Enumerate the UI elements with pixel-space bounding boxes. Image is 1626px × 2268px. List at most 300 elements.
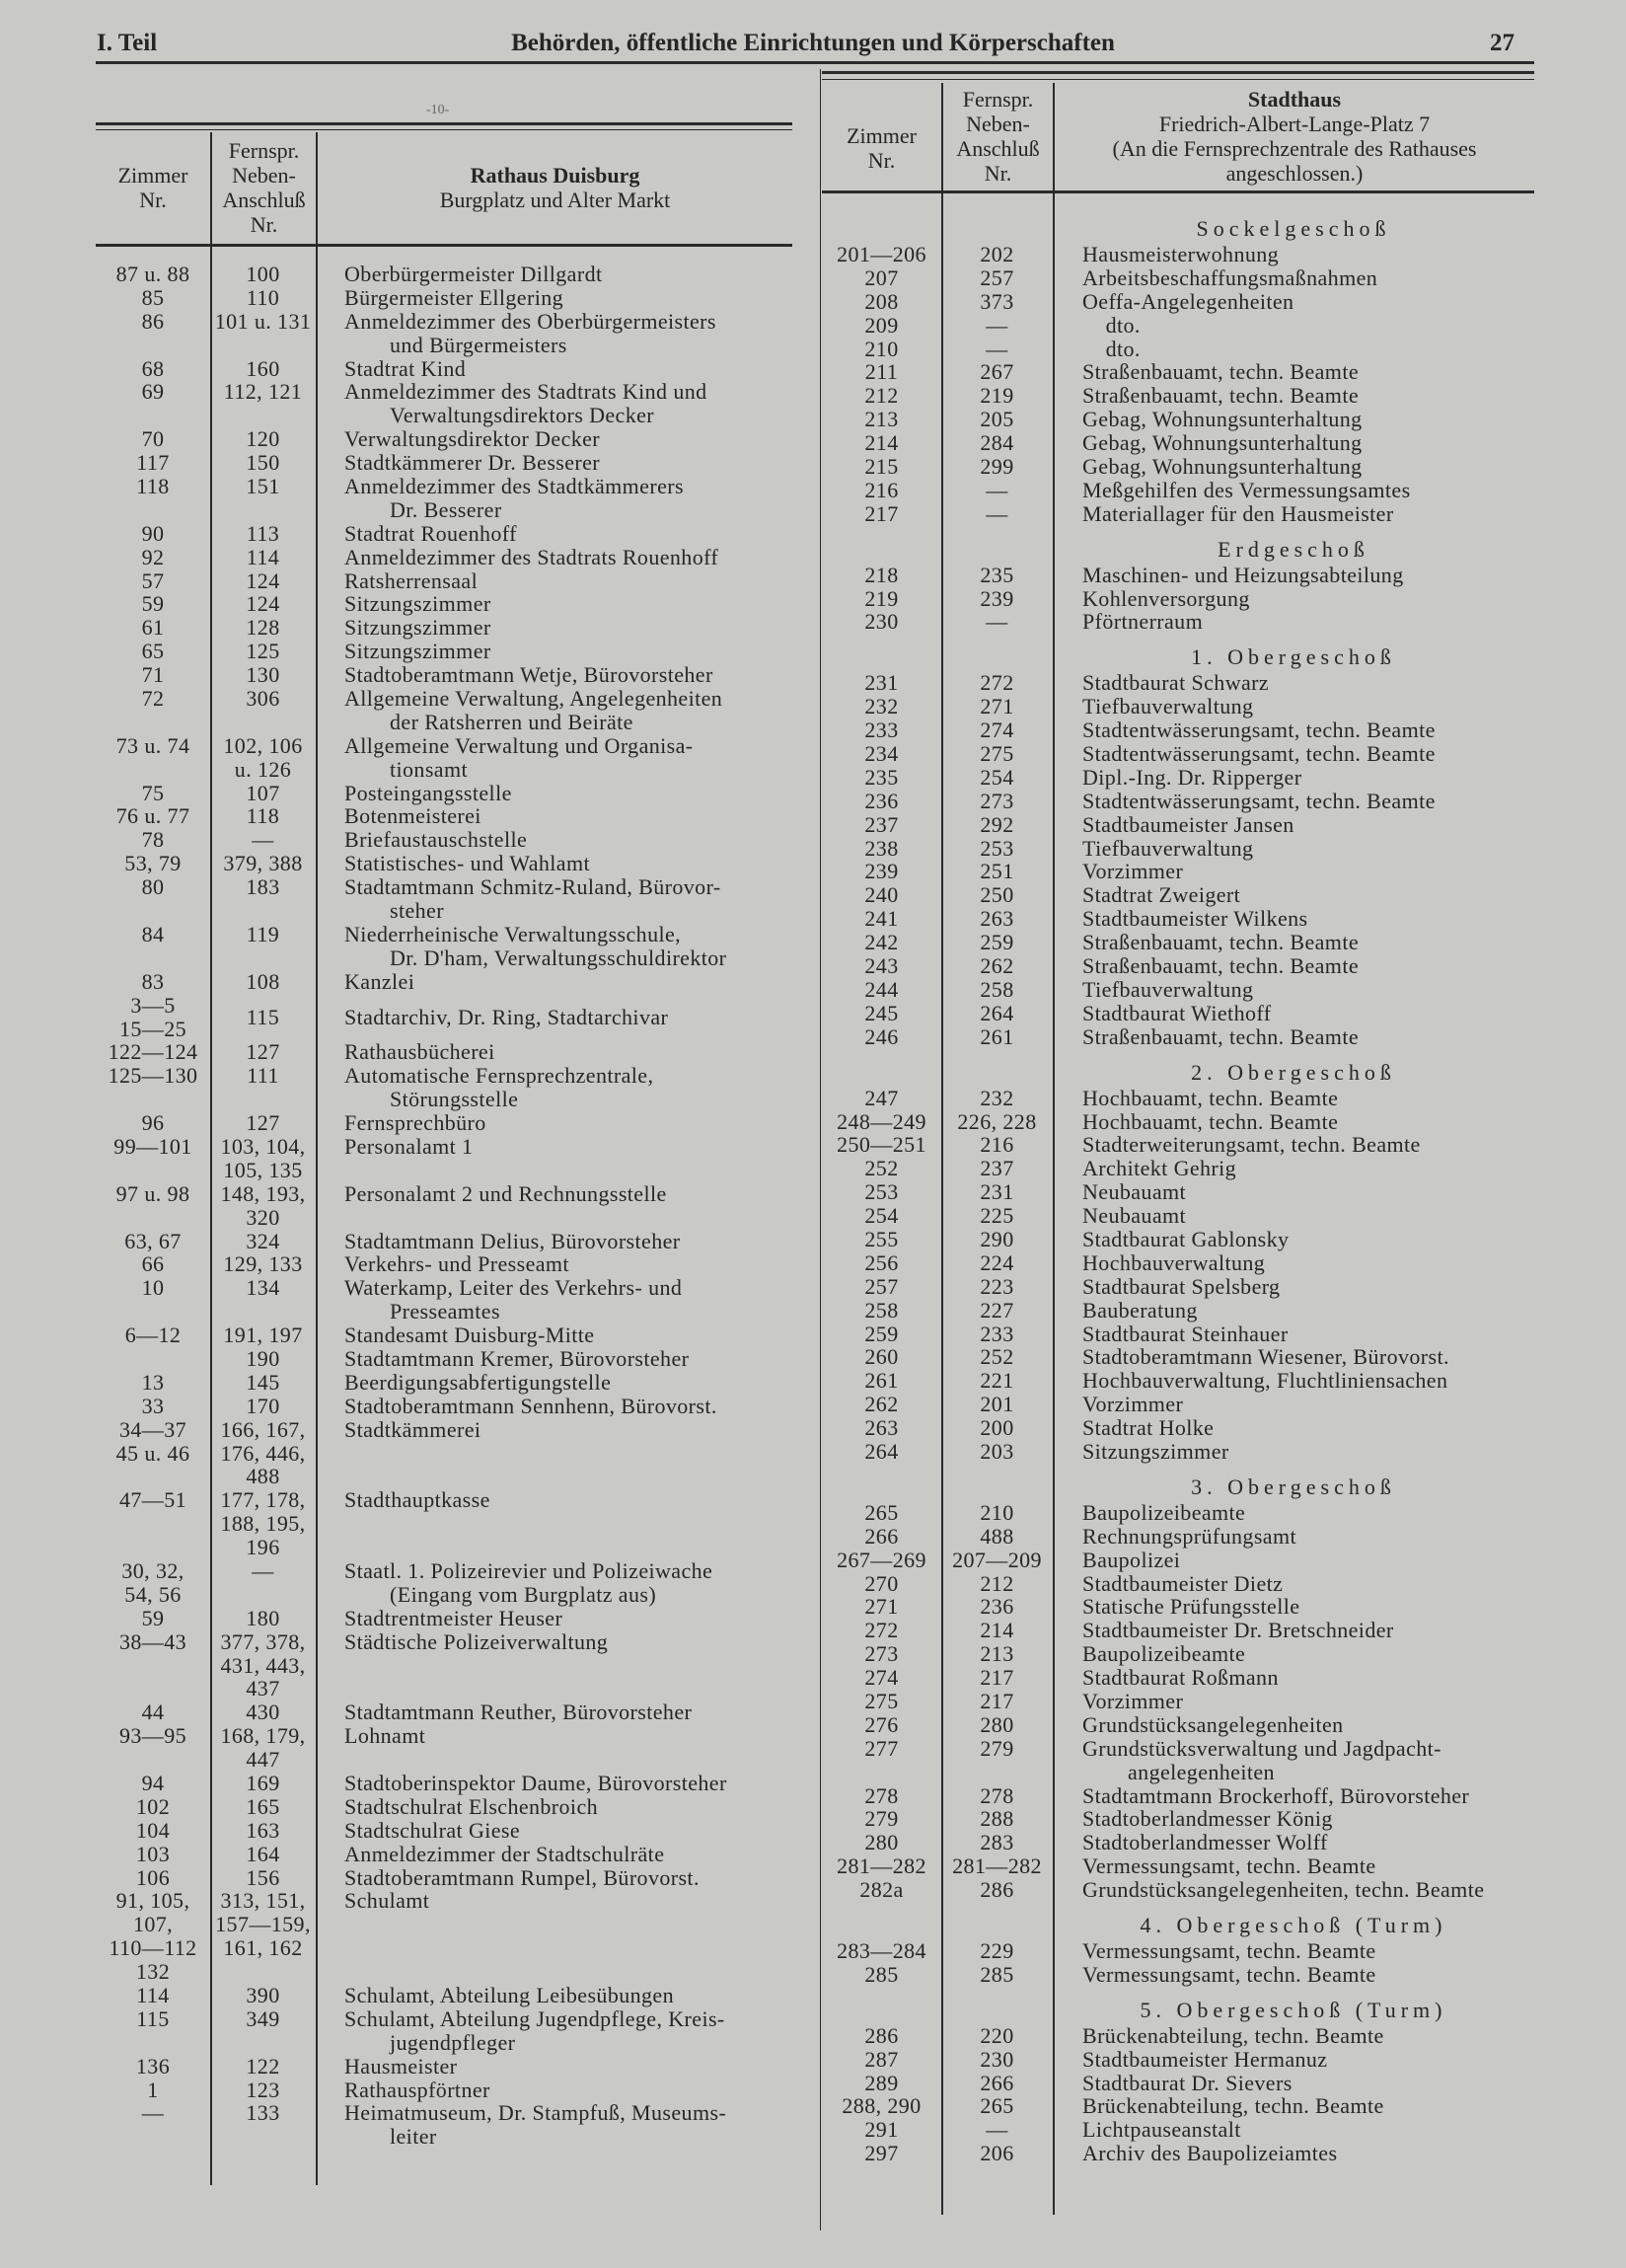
office-cell bbox=[316, 1371, 792, 1395]
office-cell bbox=[316, 1795, 792, 1819]
table-row bbox=[822, 1157, 1534, 1180]
floor-section bbox=[822, 1087, 1534, 1464]
room-number: — bbox=[141, 2100, 165, 2126]
office-cell bbox=[316, 1230, 792, 1253]
office-cell bbox=[316, 1772, 792, 1795]
extension-number: 265 bbox=[980, 2093, 1014, 2119]
office-text: Oberbürgermeister Dillgardt bbox=[344, 262, 603, 286]
office-cell bbox=[316, 427, 792, 451]
office-cell bbox=[1053, 1299, 1534, 1323]
extension-cell bbox=[941, 1619, 1053, 1642]
office-text: Stadtbaurat Schwarz bbox=[1082, 670, 1270, 696]
room-number: 215 bbox=[864, 454, 899, 480]
office-cell bbox=[316, 1040, 792, 1064]
office-cell bbox=[1053, 408, 1534, 431]
extension-cell bbox=[210, 1418, 316, 1442]
table-row bbox=[96, 451, 792, 475]
table-row bbox=[96, 734, 792, 782]
extension-number: 261 bbox=[980, 1023, 1014, 1049]
extension-number: 219 bbox=[980, 383, 1014, 409]
room-number-cell bbox=[96, 1230, 210, 1253]
office-cell bbox=[1053, 1501, 1534, 1525]
extension-number: 217 bbox=[980, 1688, 1014, 1713]
table-row bbox=[822, 1087, 1534, 1110]
table-row bbox=[96, 357, 792, 381]
room-number-cell bbox=[96, 663, 210, 687]
room-number: 1 bbox=[147, 2077, 159, 2102]
table-row bbox=[822, 1345, 1534, 1369]
room-number-cell bbox=[96, 2007, 210, 2031]
table-row bbox=[96, 782, 792, 805]
right-table-subtitle: Friedrich-Albert-Lange-Platz 7 bbox=[1158, 112, 1431, 136]
extension-number: 264 bbox=[980, 1000, 1014, 1025]
office-text: Anmeldezimmer des Stadtrats Kind und bbox=[344, 379, 707, 405]
room-number: 263 bbox=[864, 1415, 899, 1441]
extension-number: 115 bbox=[246, 1004, 280, 1029]
table-row bbox=[96, 522, 792, 546]
table-row bbox=[96, 1135, 792, 1182]
office-text: Stadtbaurat Wiethoff bbox=[1082, 1000, 1272, 1025]
extension-cell bbox=[941, 1002, 1053, 1025]
room-number-cell bbox=[96, 1819, 210, 1843]
extension-cell bbox=[210, 828, 316, 852]
extension-cell bbox=[941, 1180, 1053, 1204]
office-text: Grundstücksangelegenheiten, techn. Beamte bbox=[1082, 1877, 1485, 1903]
right-table-top-rule bbox=[822, 71, 1534, 74]
header-line: Fernspr. bbox=[228, 138, 300, 163]
table-row bbox=[822, 1572, 1534, 1596]
office-text: Statistisches- und Wahlamt bbox=[344, 851, 590, 876]
office-text: Personalamt 2 und Rechnungsstelle bbox=[344, 1180, 667, 1206]
table-row bbox=[822, 502, 1534, 526]
extension-cell bbox=[941, 1323, 1053, 1346]
table-row bbox=[96, 1889, 792, 1984]
extension-cell bbox=[210, 1559, 316, 1583]
extension-cell bbox=[210, 1276, 316, 1300]
office-cell bbox=[1053, 1878, 1534, 1902]
office-text: Neubauamt bbox=[1082, 1179, 1187, 1205]
extension-cell bbox=[941, 860, 1053, 883]
room-number: 63, 67 bbox=[124, 1228, 182, 1253]
office-cell bbox=[316, 1347, 792, 1371]
table-row bbox=[96, 1559, 792, 1607]
office-text: Stadtrat Zweigert bbox=[1082, 882, 1241, 908]
floor-heading: Sockelgeschoß bbox=[1196, 216, 1391, 241]
office-text: Störungsstelle bbox=[390, 1087, 519, 1112]
right-table-note: angeschlossen.) bbox=[1225, 161, 1364, 186]
office-text: Tiefbauverwaltung bbox=[1082, 976, 1254, 1002]
extension-cell bbox=[210, 451, 316, 475]
table-row bbox=[822, 718, 1534, 742]
extension-number: 206 bbox=[980, 2141, 1014, 2166]
table-row bbox=[822, 1878, 1534, 1902]
extension-cell bbox=[210, 427, 316, 451]
office-text: Gebag, Wohnungsunterhaltung bbox=[1082, 430, 1363, 456]
table-row bbox=[96, 804, 792, 828]
room-number: 73 u. 74 bbox=[115, 732, 190, 758]
room-number: 10 bbox=[141, 1275, 165, 1301]
office-cell bbox=[1053, 931, 1534, 954]
office-text: Baupolizei bbox=[1082, 1547, 1181, 1572]
header-line: Nr. bbox=[867, 148, 896, 173]
office-text: Kohlenversorgung bbox=[1082, 585, 1250, 611]
right-table-body bbox=[822, 205, 1534, 2165]
right-table-note: (An die Fernsprechzentrale des Rathauses bbox=[1112, 136, 1477, 161]
office-cell bbox=[1053, 813, 1534, 837]
office-cell bbox=[1053, 907, 1534, 931]
table-row bbox=[96, 1182, 792, 1230]
table-row bbox=[96, 1488, 792, 1559]
extension-cell bbox=[210, 1866, 316, 1890]
extension-cell bbox=[210, 804, 316, 828]
extension-number: 267 bbox=[980, 359, 1014, 385]
office-text: Schulamt bbox=[344, 1888, 430, 1914]
table-row bbox=[822, 1025, 1534, 1049]
left-table-header-rule bbox=[96, 244, 792, 247]
office-text: Verwaltungsdirektor Decker bbox=[344, 426, 601, 452]
extension-cell bbox=[210, 687, 316, 711]
room-number: 241 bbox=[864, 906, 899, 932]
table-row bbox=[822, 954, 1534, 978]
extension-number: 101 u. 131 bbox=[214, 308, 312, 334]
left-table-top-rule bbox=[96, 122, 792, 125]
extension-number: 288 bbox=[980, 1806, 1014, 1832]
extension-cell bbox=[941, 790, 1053, 813]
office-cell bbox=[1053, 1002, 1534, 1025]
office-cell bbox=[1053, 1807, 1534, 1831]
extension-cell bbox=[941, 1369, 1053, 1393]
extension-cell bbox=[941, 907, 1053, 931]
office-text: Straßenbauamt, techn. Beamte bbox=[1082, 1023, 1359, 1049]
office-cell bbox=[1053, 1393, 1534, 1416]
table-row bbox=[822, 1666, 1534, 1690]
office-cell bbox=[316, 1276, 792, 1323]
room-number: 278 bbox=[864, 1782, 899, 1808]
extension-cell bbox=[941, 1299, 1053, 1323]
extension-number: 150 bbox=[246, 450, 280, 476]
room-number-cell bbox=[96, 357, 210, 381]
table-row bbox=[822, 587, 1534, 611]
extension-number: 292 bbox=[980, 811, 1014, 837]
extension-cell bbox=[210, 1347, 316, 1371]
extension-number: 165 bbox=[246, 1793, 280, 1819]
office-text: Stadthauptkasse bbox=[344, 1487, 490, 1513]
office-text: Verwaltungsdirektors Decker bbox=[390, 403, 654, 428]
extension-number: 108 bbox=[246, 968, 280, 994]
room-number: 264 bbox=[864, 1438, 899, 1464]
room-number-cell bbox=[822, 1002, 941, 1025]
extension-number: 157—159, bbox=[215, 1912, 311, 1937]
table-row bbox=[822, 883, 1534, 907]
office-text: Stadtbaurat Dr. Sievers bbox=[1082, 2070, 1293, 2095]
extension-number: 280 bbox=[980, 1711, 1014, 1737]
room-number: 232 bbox=[864, 694, 899, 719]
room-number-cell bbox=[822, 2072, 941, 2095]
extension-cell bbox=[941, 1854, 1053, 1878]
office-text: Stadtkämmerei bbox=[344, 1416, 481, 1442]
room-number-cell bbox=[96, 970, 210, 994]
header-rule bbox=[96, 61, 1534, 64]
table-row bbox=[96, 475, 792, 522]
room-number: 297 bbox=[864, 2141, 899, 2166]
room-number: 216 bbox=[864, 477, 899, 502]
room-number: 233 bbox=[864, 718, 899, 743]
room-number: 285 bbox=[864, 1961, 899, 1987]
table-row bbox=[96, 640, 792, 663]
extension-cell bbox=[941, 1275, 1053, 1299]
room-number-cell bbox=[822, 338, 941, 361]
room-number: 270 bbox=[864, 1570, 899, 1596]
extension-number: 250 bbox=[980, 882, 1014, 908]
table-row bbox=[96, 687, 792, 734]
office-text: Hochbauamt, techn. Beamte bbox=[1082, 1108, 1339, 1134]
room-number: 245 bbox=[864, 1000, 899, 1025]
room-number: 231 bbox=[864, 670, 899, 696]
extension-number: 226, 228 bbox=[957, 1108, 1037, 1134]
extension-cell bbox=[941, 2048, 1053, 2072]
room-number: 44 bbox=[141, 1700, 165, 1725]
office-cell bbox=[316, 1006, 792, 1029]
table-row bbox=[96, 1442, 792, 1489]
room-number-cell bbox=[822, 1831, 941, 1854]
room-number-cell bbox=[822, 695, 941, 718]
room-number-cell bbox=[822, 1549, 941, 1572]
extension-number: — bbox=[986, 2117, 1008, 2143]
office-text: Stadtamtmann Brockerhoff, Bürovorsteher bbox=[1082, 1782, 1470, 1808]
office-text: Straßenbauamt, techn. Beamte bbox=[1082, 953, 1359, 979]
office-text: Stadtoberamtmann Wetje, Bürovorsteher bbox=[344, 662, 713, 688]
table-row bbox=[822, 671, 1534, 695]
office-text: Lohnamt bbox=[344, 1723, 426, 1749]
room-number: 117 bbox=[136, 450, 170, 476]
extension-cell bbox=[941, 408, 1053, 431]
office-cell bbox=[1053, 564, 1534, 587]
header-line: Neben- bbox=[232, 163, 296, 188]
extension-cell bbox=[210, 1006, 316, 1029]
office-text: tionsamt bbox=[390, 756, 468, 782]
office-cell bbox=[1053, 1345, 1534, 1369]
extension-cell bbox=[941, 610, 1053, 634]
table-row bbox=[96, 286, 792, 310]
table-row bbox=[822, 1204, 1534, 1228]
room-number-cell bbox=[822, 1525, 941, 1549]
extension-number: 102, 106 bbox=[223, 732, 303, 758]
room-number: 209 bbox=[864, 312, 899, 338]
room-number-cell bbox=[822, 1228, 941, 1251]
extension-cell bbox=[210, 1064, 316, 1088]
office-cell bbox=[1053, 1690, 1534, 1713]
office-text: Anmeldezimmer des Stadtrats Rouenhoff bbox=[344, 544, 719, 569]
room-number: 93—95 bbox=[119, 1723, 186, 1749]
office-cell bbox=[316, 2007, 792, 2055]
office-cell bbox=[316, 1182, 792, 1206]
table-row bbox=[822, 1595, 1534, 1619]
table-row bbox=[822, 431, 1534, 455]
office-cell bbox=[1053, 1854, 1534, 1878]
extension-number: 229 bbox=[980, 1938, 1014, 1963]
table-row bbox=[96, 616, 792, 640]
office-text: Waterkamp, Leiter des Verkehrs- und bbox=[344, 1275, 683, 1301]
extension-number: 447 bbox=[246, 1747, 280, 1773]
office-text: Stadtrat Kind bbox=[344, 355, 467, 381]
room-number: 257 bbox=[864, 1273, 899, 1299]
table-row bbox=[822, 338, 1534, 361]
header-line: Fernspr. bbox=[962, 87, 1034, 112]
room-number: 86 bbox=[141, 308, 165, 334]
extension-cell bbox=[210, 380, 316, 404]
room-number: 103 bbox=[135, 1841, 171, 1866]
extension-cell bbox=[941, 266, 1053, 290]
room-number: 80 bbox=[141, 874, 165, 900]
office-text: Oeffa-Angelegenheiten bbox=[1082, 288, 1294, 314]
office-cell bbox=[316, 1819, 792, 1843]
room-number-cell bbox=[822, 1619, 941, 1642]
room-number-cell bbox=[822, 2048, 941, 2072]
office-text: Anmeldezimmer des Oberbürgermeisters bbox=[344, 308, 716, 334]
room-number-cell bbox=[822, 1323, 941, 1346]
table-row bbox=[96, 1230, 792, 1253]
room-number: 92 bbox=[141, 544, 165, 569]
room-number bbox=[96, 1347, 210, 1371]
table-row bbox=[822, 1002, 1534, 1025]
extension-number: 183 bbox=[246, 874, 280, 900]
room-number-cell bbox=[822, 1345, 941, 1369]
office-cell bbox=[316, 1984, 792, 2007]
office-cell bbox=[1053, 1110, 1534, 1134]
office-cell bbox=[1053, 1784, 1534, 1808]
room-number-cell bbox=[822, 883, 941, 907]
office-cell bbox=[1053, 790, 1534, 813]
room-number: 265 bbox=[864, 1499, 899, 1525]
office-cell bbox=[1053, 2048, 1534, 2072]
room-number: 237 bbox=[864, 811, 899, 837]
office-text: Gebag, Wohnungsunterhaltung bbox=[1082, 454, 1363, 480]
office-text: Stadtbaumeister Jansen bbox=[1082, 811, 1294, 837]
office-text: Stadtkämmerer Dr. Besserer bbox=[344, 450, 601, 476]
extension-cell bbox=[941, 455, 1053, 479]
floor-heading: 4. Obergeschoß (Turm) bbox=[1140, 1913, 1447, 1937]
extension-number: 230 bbox=[980, 2046, 1014, 2072]
office-text: Neubauamt bbox=[1082, 1203, 1187, 1229]
extension-number: 169 bbox=[246, 1771, 280, 1795]
room-number-cell bbox=[96, 804, 210, 828]
extension-cell bbox=[210, 1395, 316, 1418]
left-col-ext-header bbox=[212, 138, 316, 237]
office-cell bbox=[1053, 1087, 1534, 1110]
room-number: 287 bbox=[864, 2046, 899, 2072]
table-row bbox=[96, 1819, 792, 1843]
office-cell bbox=[1053, 610, 1534, 634]
right-col-ext-header bbox=[943, 87, 1053, 186]
header-line: Nr. bbox=[139, 188, 167, 212]
extension-cell bbox=[941, 431, 1053, 455]
office-text: Straßenbauamt, techn. Beamte bbox=[1082, 383, 1359, 409]
extension-number: — bbox=[986, 312, 1008, 338]
office-cell bbox=[1053, 1737, 1534, 1784]
room-number: 76 u. 77 bbox=[115, 803, 190, 829]
room-number-cell bbox=[96, 1135, 210, 1159]
office-text: Posteingangsstelle bbox=[344, 780, 512, 805]
office-cell bbox=[316, 616, 792, 640]
extension-number: 235 bbox=[980, 562, 1014, 587]
extension-number: u. 126 bbox=[234, 756, 292, 782]
table-row bbox=[822, 1501, 1534, 1525]
room-number-cell bbox=[96, 451, 210, 475]
extension-number: 259 bbox=[980, 930, 1014, 955]
extension-number: 212 bbox=[980, 1570, 1014, 1596]
extension-cell bbox=[941, 1807, 1053, 1831]
room-number-cell bbox=[822, 1251, 941, 1275]
table-row bbox=[822, 1251, 1534, 1275]
extension-cell bbox=[210, 734, 316, 782]
room-number-cell bbox=[822, 907, 941, 931]
office-text bbox=[344, 1442, 792, 1466]
left-table-title: Rathaus Duisburg bbox=[470, 163, 640, 188]
room-number-cell bbox=[96, 828, 210, 852]
room-number-cell bbox=[822, 1087, 941, 1110]
extension-number: 221 bbox=[980, 1368, 1014, 1394]
office-text: Lichtpauseanstalt bbox=[1082, 2117, 1241, 2143]
extension-cell bbox=[941, 2142, 1053, 2165]
office-text: dto. bbox=[1082, 312, 1141, 338]
office-cell bbox=[316, 923, 792, 970]
office-text: Pförtnerraum bbox=[1082, 609, 1204, 635]
room-number: 90 bbox=[141, 520, 165, 546]
extension-number: 257 bbox=[980, 265, 1014, 290]
room-number: 291 bbox=[864, 2117, 899, 2143]
office-text: (Eingang vom Burgplatz aus) bbox=[390, 1581, 657, 1607]
room-number: 271 bbox=[864, 1594, 899, 1620]
room-number-cell bbox=[822, 1369, 941, 1393]
extension-number: 281—282 bbox=[952, 1853, 1042, 1879]
extension-cell bbox=[941, 1525, 1053, 1549]
room-number-cell bbox=[822, 2024, 941, 2048]
table-row bbox=[822, 2024, 1534, 2048]
table-row bbox=[822, 1323, 1534, 1346]
room-number-cell bbox=[822, 837, 941, 861]
extension-cell bbox=[941, 1963, 1053, 1987]
office-cell bbox=[1053, 860, 1534, 883]
table-row bbox=[822, 360, 1534, 384]
room-number-cell bbox=[822, 1157, 941, 1180]
room-number-cell bbox=[96, 1607, 210, 1630]
extension-number: 111 bbox=[247, 1063, 279, 1089]
office-cell bbox=[1053, 1025, 1534, 1049]
extension-cell bbox=[941, 1228, 1053, 1251]
extension-cell bbox=[941, 883, 1053, 907]
room-number-cell bbox=[822, 1440, 941, 1464]
room-number: 3—5 bbox=[130, 992, 176, 1018]
office-text: Dr. Besserer bbox=[390, 496, 502, 522]
office-cell bbox=[316, 1488, 792, 1512]
extension-cell bbox=[941, 1025, 1053, 1049]
office-cell bbox=[316, 663, 792, 687]
extension-number: 125 bbox=[246, 639, 280, 664]
office-cell bbox=[316, 852, 792, 875]
office-cell bbox=[316, 828, 792, 852]
room-number: 259 bbox=[864, 1321, 899, 1346]
extension-number: 216 bbox=[980, 1132, 1014, 1158]
room-number-cell bbox=[822, 1133, 941, 1157]
room-number-cell bbox=[822, 1204, 941, 1228]
room-number: 38—43 bbox=[119, 1628, 186, 1654]
office-cell bbox=[1053, 2094, 1534, 2118]
extension-number: 166, 167, bbox=[220, 1416, 306, 1442]
extension-cell bbox=[941, 1666, 1053, 1690]
office-cell bbox=[316, 782, 792, 805]
extension-number: 210 bbox=[980, 1499, 1014, 1525]
room-number-cell bbox=[822, 1854, 941, 1878]
